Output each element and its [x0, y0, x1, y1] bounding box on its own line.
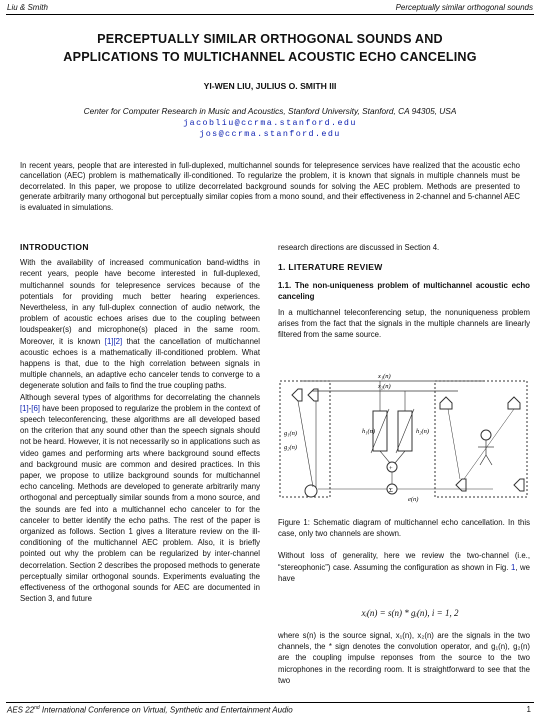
listener-leg [486, 455, 492, 465]
label-error: e(n) [408, 496, 419, 503]
citation-link[interactable]: [6] [31, 403, 40, 413]
intro-paragraph-2: Although several types of algorithms for decorrelating the channels [1]-[6] have been proposed to regularize the problem in the context of speech teleconferencing, these algorithms are all developed based on the criterion that any sound other than the speech signals should not be heard. However, it is not necessarily so in applications such as video games and performing arts where background sound effects and background music are common and desired practices. In this paper, we propose to utilize background sounds for multichannel echo canceling. Methods are developed to generate arbitrarily many orthogonal and perceptually similar sounds from a mono source, and the sounds are fed into a multichannel echo canceler to for the canceler to better identify the echo paths. The rest of the paper is organized as follows. Section 1 gives a literature review on the ill-conditioning of the multichannel AEC problem. Also, it is briefly pointed out why the problem can be regularized by inter-channel decorrelation. Section 2 describes the proposed methods to generate perceptually similar orthogonal sounds. Experiments evaluating the effectiveness of the orthogonal sounds for AEC are documented in Section 3, and future [20, 392, 260, 604]
label-g1: g₁(n) [284, 430, 298, 437]
authors: YI-WEN LIU, JULIUS O. SMITH III [203, 81, 337, 91]
subtraction-node-sigma: Σ [389, 487, 393, 494]
sum-input [380, 451, 390, 463]
figure-caption: Figure 1: Schematic diagram of multichannel echo cancellation. In this case, only two channels are shown. [278, 518, 530, 539]
label-h2: h₂(n) [416, 428, 430, 435]
title-line-1: PERCEPTUALLY SIMILAR ORTHOGONAL SOUNDS AND [97, 32, 443, 46]
listener-leg [480, 455, 486, 465]
literature-paragraph-1: In a multichannel teleconferencing setup, the nonuniqueness problem arises from the fact that the signals in the multiple channels are linearly filtered from the same source. [278, 307, 530, 339]
equation-1: xᵢ(n) = s(n) * gᵢ(n), i = 1, 2 [361, 608, 459, 618]
intro-continuation: research directions are discussed in Section 4. [278, 243, 440, 252]
abstract: In recent years, people that are interested in full-duplexed, multichannel sounds for telepresence services have realized that the acoustic echo cancellation (AEC) problem is mathematically ill-conditioned. To regularize the problem, it is known that signals in multiple channels must be decorrelated. In this paper, we propose to utilize decorrelated background sounds for solving the AEC problem. Methods are presented to generate arbitrarily many orthogonal but perceptually similar copies from a mono sound, and their effectiveness in 2-channel and 5-channel AEC is evaluated in simulations. [20, 161, 520, 212]
listener-face-icon [481, 430, 491, 440]
header-rule [6, 14, 534, 15]
label-h1: h₁(n) [362, 428, 376, 435]
source-face-icon [305, 485, 317, 497]
right-column-bottom [278, 630, 530, 686]
right-column [278, 242, 530, 340]
section-heading-introduction: INTRODUCTION [20, 242, 89, 252]
intro-paragraph-1: With the availability of increased communication band-widths in recent years, people have become interested in full-duplexed, multichannel sounds for telepresence services because of the potentials for providing much better hearing experiences. Nevertheless, in any full-duplex connection of audio network, the problem of acoustic echoes arises due to the coupling between loudspeaker(s) and microphone(s) placed in the same room. Moreover, it is known [1][2] that the cancellation of multichannel acoustic echoes is a mathematically ill-conditioned problem. What happens is that, due to the high correlation between signals in multiple channels, an adaptive echo canceler tends to converge to a degenerate solution and fails to find the true coupling paths. [20, 258, 260, 391]
echo-path [464, 409, 514, 479]
microphone-icon [514, 479, 524, 491]
email-link-2[interactable]: jos@ccrma.stanford.edu [199, 129, 341, 139]
label-g2: g₂(n) [284, 444, 298, 451]
footer-rule [6, 702, 534, 703]
filter-arrow [396, 409, 414, 453]
running-header-right: Perceptually similar orthogonal sounds [395, 3, 533, 12]
loudspeaker-icon [508, 397, 520, 409]
label-x2: x₂(n) [378, 383, 391, 390]
literature-paragraph-3: where s(n) is the source signal, x₁(n), x₂(n) are the signals in the two channels, the * sign denotes the convolution operator, and g₁(n), g₂(n) are the coupling impulse reponses from the source to the two microphones in the recording room. It is straightforward to see that the two [278, 631, 530, 685]
running-header-left: Liu & Smith [7, 3, 48, 12]
echo-path [448, 409, 460, 479]
citation-link[interactable]: [1] [104, 336, 114, 346]
paper-title [0, 30, 540, 66]
figure-ref-link[interactable]: 1 [510, 562, 516, 572]
footer-conference: AES 22nd International Conference on Virtual, Synthetic and Entertainment Audio [7, 705, 293, 715]
echo-cancellation-diagram [278, 369, 530, 509]
subsection-heading: 1.1. The non-uniqueness problem of multichannel acoustic echo canceling [278, 281, 530, 301]
citation-link[interactable]: [2] [113, 336, 123, 346]
page-number: 1 [526, 705, 531, 714]
section-heading-literature-review: 1. LITERATURE REVIEW [278, 262, 383, 273]
email-link-1[interactable]: jacobliu@ccrma.stanford.edu [183, 118, 357, 128]
title-line-2: APPLICATIONS TO MULTICHANNEL ACOUSTIC ECHO CANCELING [63, 50, 477, 64]
summing-node-plus: + [389, 465, 393, 472]
left-column [20, 242, 260, 605]
label-x1: x₁(n) [378, 373, 391, 380]
literature-paragraph-2: Without loss of generality, here we review the two-channel (i.e., “stereophonic”) case. Assuming the configuration as shown in Fig. 1, we have [278, 551, 530, 583]
loudspeaker-icon [440, 397, 452, 409]
recording-room-box [280, 381, 330, 497]
coupling-path [298, 401, 313, 487]
affiliation: Center for Computer Research in Music and Acoustics, Stanford University, Stanford, CA 94305, USA [83, 106, 457, 116]
citation-link[interactable]: [1] [20, 403, 29, 413]
right-column-lower [278, 517, 530, 584]
sum-input [395, 451, 405, 463]
microphone-icon [292, 389, 302, 401]
